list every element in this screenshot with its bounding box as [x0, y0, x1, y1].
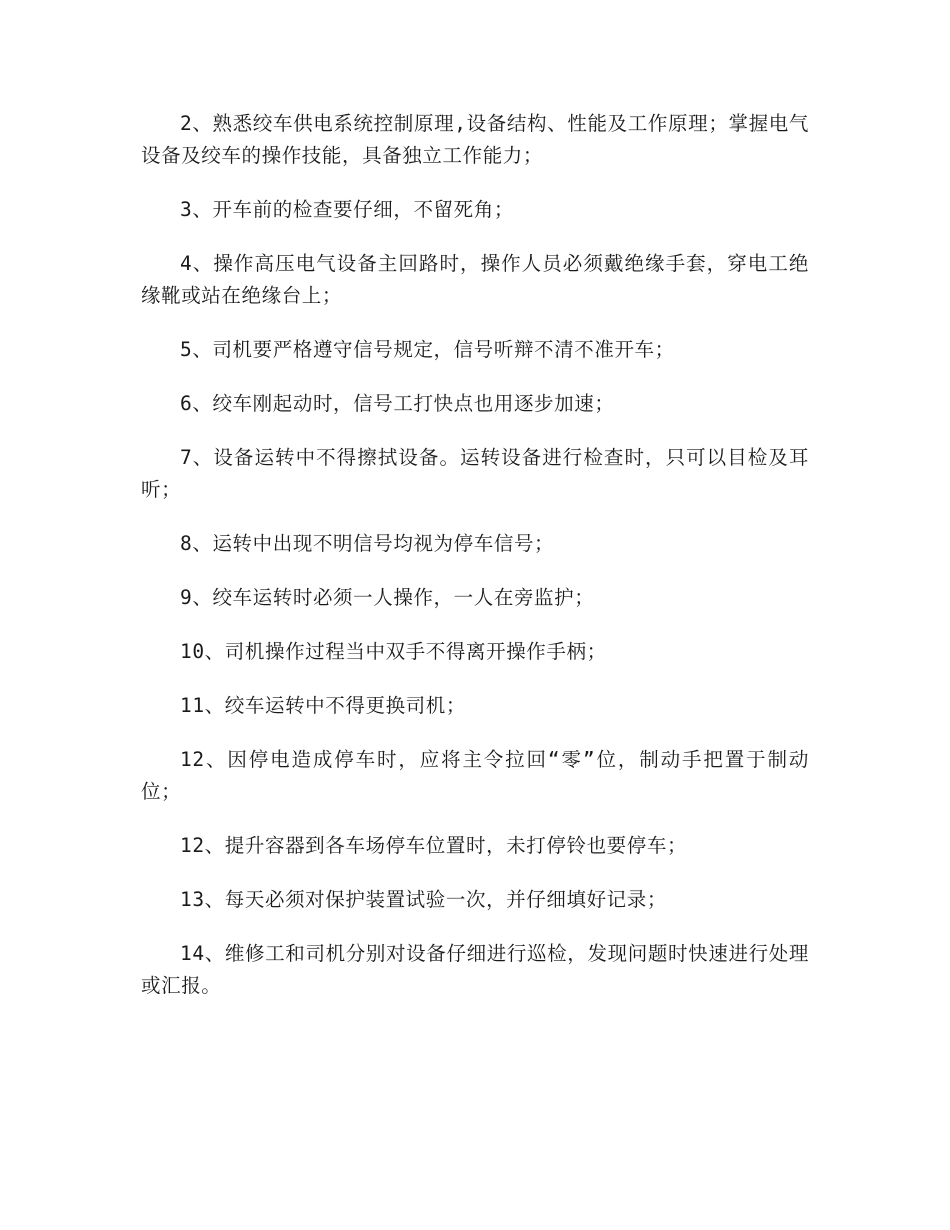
paragraph-rule-10: 10、司机操作过程当中双手不得离开操作手柄；: [180, 640, 607, 663]
paragraph-rule-13: 13、每天必须对保护装置试验一次，并仔细填好记录；: [180, 888, 667, 911]
paragraph-rule-8: 8、运转中出现不明信号均视为停车信号；: [180, 532, 555, 555]
paragraph-rule-11: 11、绞车运转中不得更换司机；: [180, 694, 466, 717]
paragraph-rule-5: 5、司机要严格遵守信号规定，信号听辩不清不准开车；: [180, 338, 675, 361]
paragraph-rule-3: 3、开车前的检查要仔细，不留死角；: [180, 198, 514, 221]
paragraph-rule-4: 4、操作高压电气设备主回路时，操作人员必须戴绝缘手套，穿电工绝缘靴或站在绝缘台上；: [141, 252, 809, 307]
paragraph-rule-2: 2、熟悉绞车供电系统控制原理,设备结构、性能及工作原理；掌握电气设备及绞车的操作技能，具备独立工作能力；: [141, 112, 809, 167]
paragraph-rule-14: 14、维修工和司机分别对设备仔细进行巡检，发现问题时快速进行处理或汇报。: [141, 942, 809, 997]
paragraph-rule-6: 6、绞车刚起动时，信号工打快点也用逐步加速；: [180, 392, 615, 415]
document-body: [141, 108, 809, 1024]
paragraph-rule-7: 7、设备运转中不得擦拭设备。运转设备进行检查时，只可以目检及耳听；: [141, 446, 809, 501]
paragraph-rule-12a: 12、因停电造成停车时，应将主令拉回“零”位，制动手把置于制动位；: [141, 748, 809, 803]
paragraph-rule-9: 9、绞车运转时必须一人操作，一人在旁监护；: [180, 586, 595, 609]
paragraph-rule-12b: 12、提升容器到各车场停车位置时，未打停铃也要停车；: [180, 834, 688, 857]
